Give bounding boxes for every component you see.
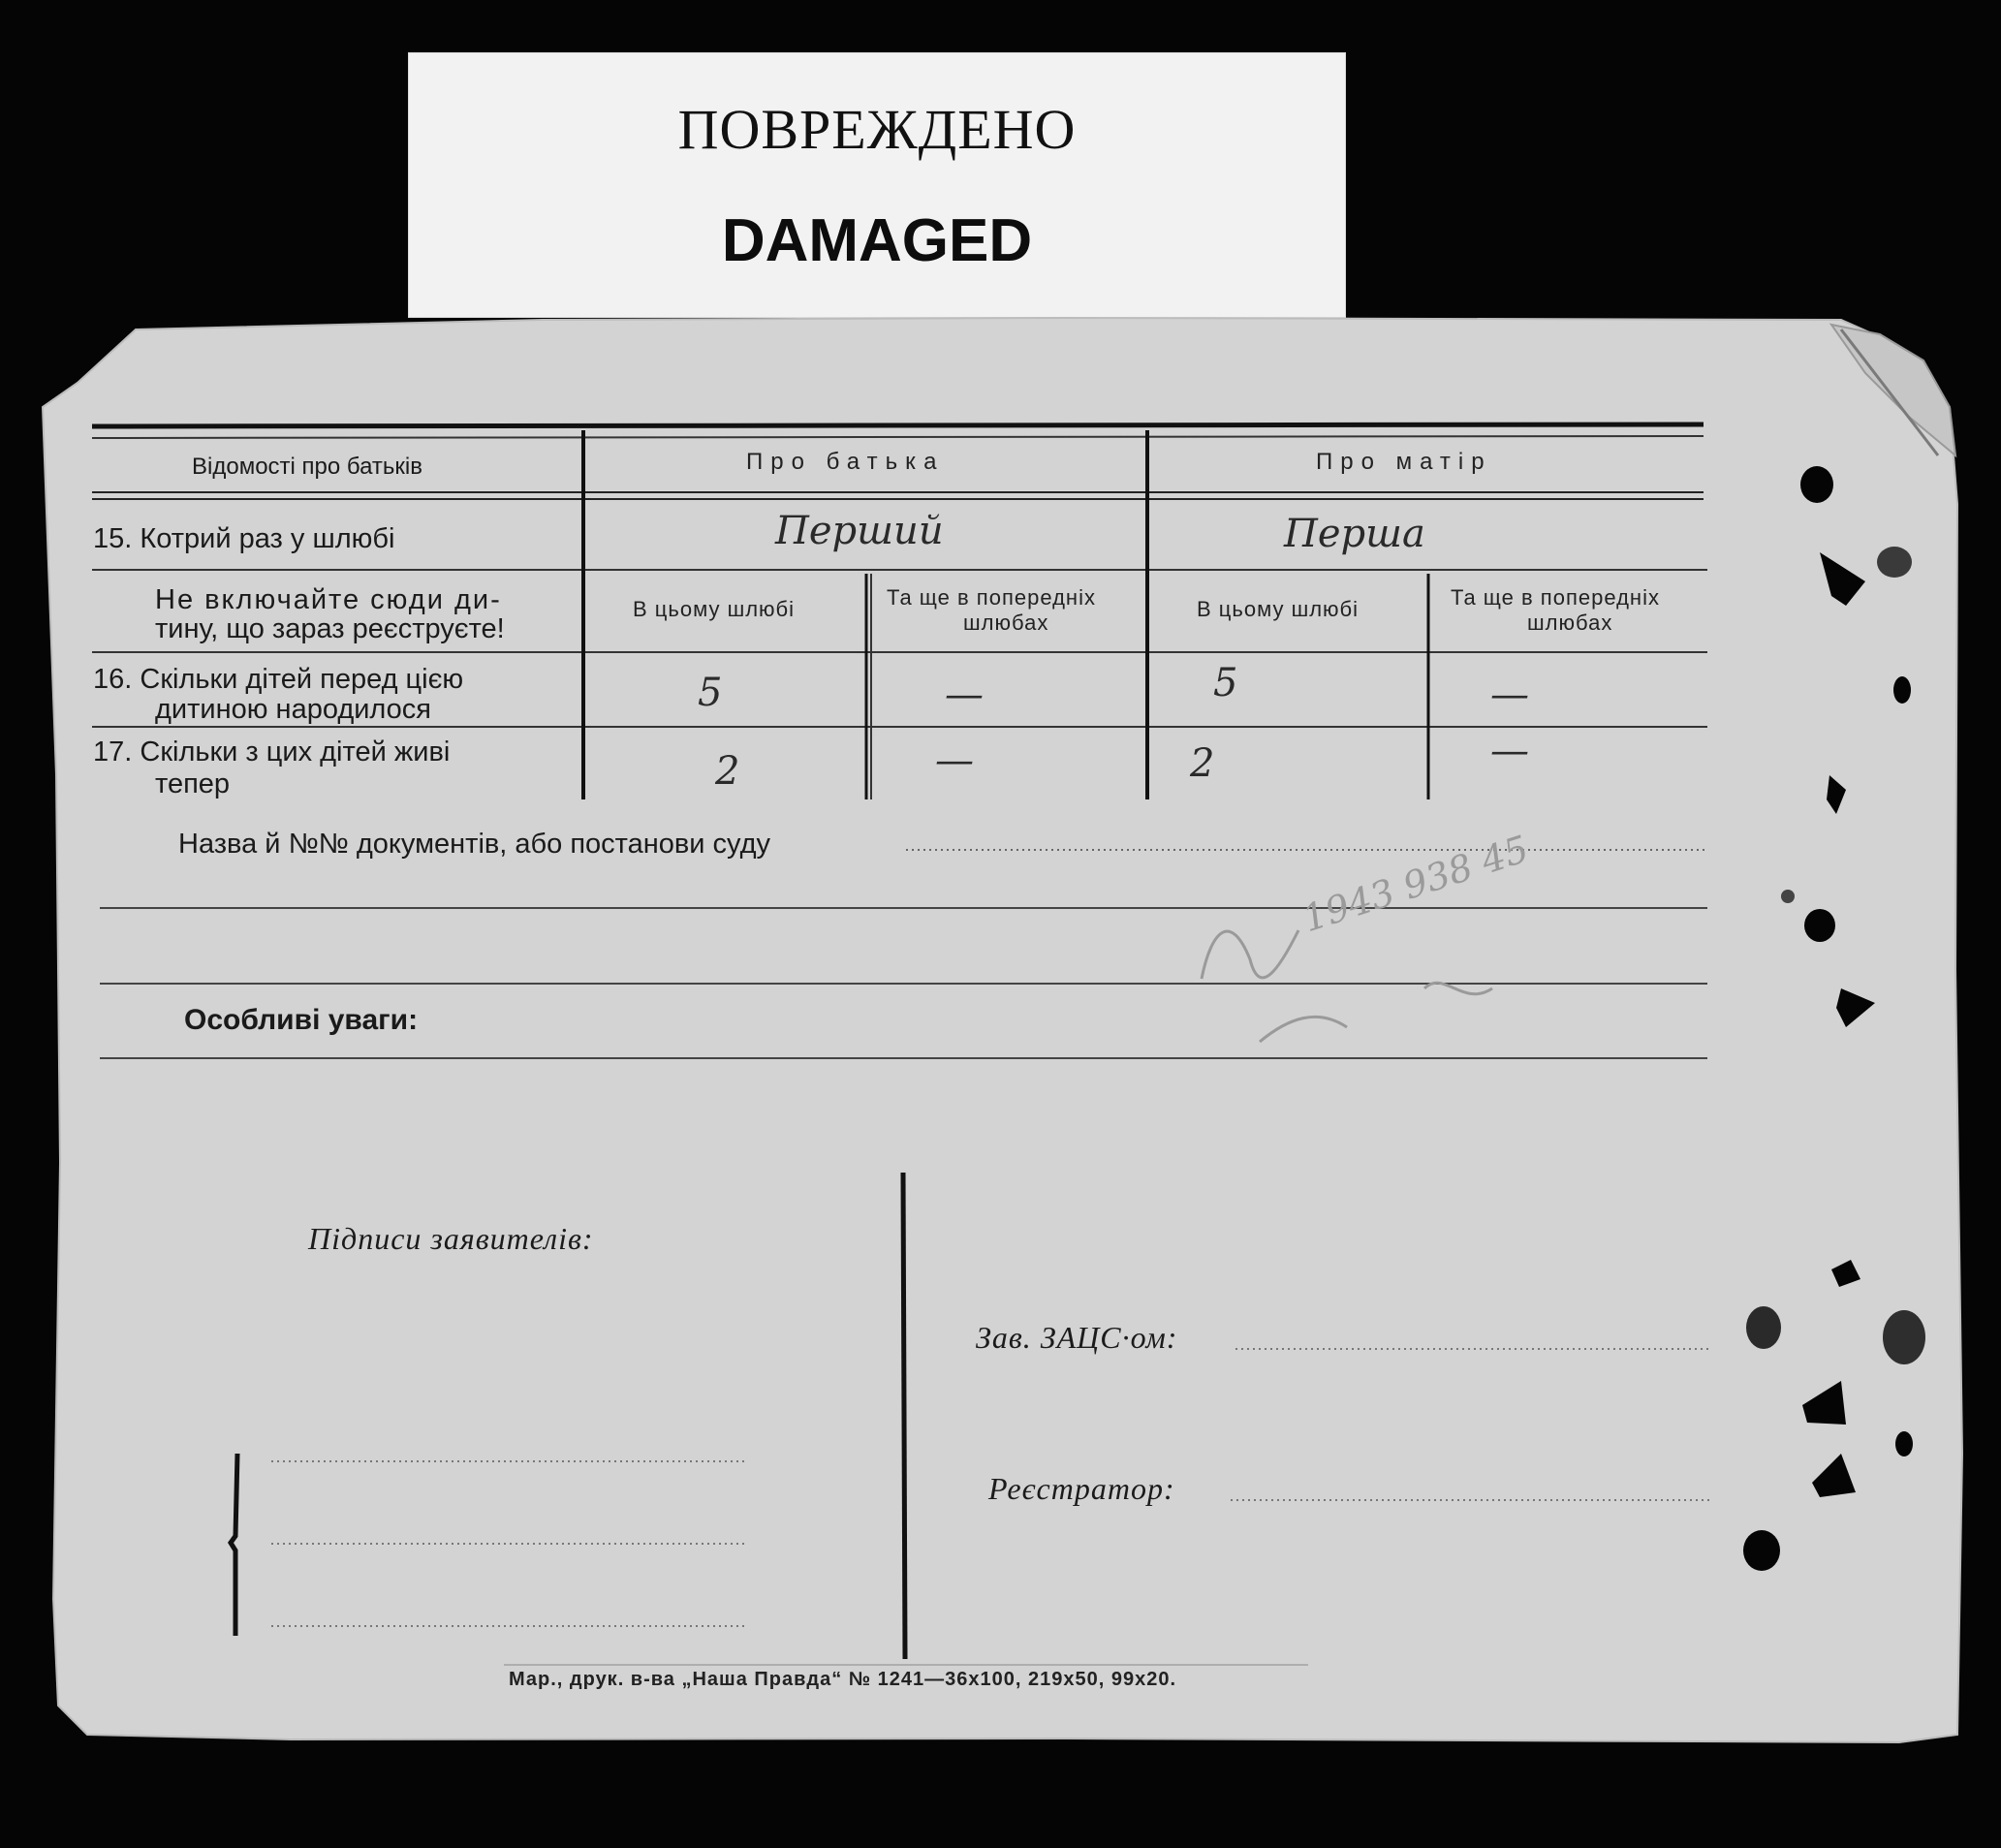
special-notes-label: Особливі уваги: bbox=[184, 1004, 419, 1036]
row16-label-line-1: 16. Скільки дітей перед цією bbox=[93, 664, 464, 695]
row16-label-line-2: дитиною народилося bbox=[155, 694, 432, 725]
header-about-father: Про батька bbox=[746, 449, 945, 475]
mother-sub-previous-line-2: шлюбах bbox=[1527, 611, 1613, 635]
registrar-label: Реєстратор: bbox=[988, 1471, 1175, 1506]
row16-father-previous: — bbox=[945, 673, 984, 717]
row17-mother-previous: — bbox=[1490, 729, 1529, 773]
damaged-label-english: DAMAGED bbox=[721, 207, 1033, 274]
header-about-mother: Про матір bbox=[1316, 449, 1492, 475]
printer-imprint: Мар., друк. в-ва „Наша Правда“ № 1241—36х100, 219х50, 99х20. bbox=[509, 1669, 1176, 1690]
damaged-label-ukrainian: ПОВРЕЖДЕНО bbox=[677, 98, 1077, 161]
margin-note: 1943 938 45 bbox=[1298, 827, 1534, 941]
head-zags-label: Зав. ЗАЦС·ом: bbox=[976, 1320, 1178, 1355]
note-line-1: Не включайте сюди ди- bbox=[155, 584, 502, 615]
header-parents-info: Відомості про батьків bbox=[192, 454, 422, 480]
row16-father-this: 5 bbox=[698, 671, 723, 715]
father-sub-previous-line-1: Та ще в попередніх bbox=[887, 585, 1096, 610]
applicants-signatures-label: Підписи заявителів: bbox=[308, 1221, 594, 1256]
row17-father-this: 2 bbox=[715, 749, 740, 794]
row17-mother-this: 2 bbox=[1190, 741, 1215, 786]
father-sub-previous-line-2: шлюбах bbox=[963, 611, 1049, 635]
row16-mother-previous: — bbox=[1490, 673, 1529, 717]
row15-mother-value: Перша bbox=[1284, 512, 1425, 556]
row15-father-value: Перший bbox=[775, 509, 944, 553]
row17-father-previous: — bbox=[935, 738, 974, 783]
row16-mother-this: 5 bbox=[1213, 661, 1238, 705]
mother-sub-previous-line-1: Та ще в попередніх bbox=[1451, 585, 1660, 610]
row15-label: 15. Котрий раз у шлюбі bbox=[93, 523, 395, 554]
father-sub-this-marriage: В цьому шлюбі bbox=[633, 597, 796, 621]
row17-label-line-1: 17. Скільки з цих дітей живі bbox=[93, 736, 451, 767]
mother-sub-this-marriage: В цьому шлюбі bbox=[1197, 597, 1360, 621]
documents-label: Назва й №№ документів, або постанови суду bbox=[178, 829, 771, 860]
table-top-rule bbox=[92, 424, 1704, 426]
signature-divider bbox=[903, 1173, 905, 1659]
row17-label-line-2: тепер bbox=[155, 768, 231, 799]
note-line-2: тину, що зараз реєструєте! bbox=[155, 613, 505, 644]
